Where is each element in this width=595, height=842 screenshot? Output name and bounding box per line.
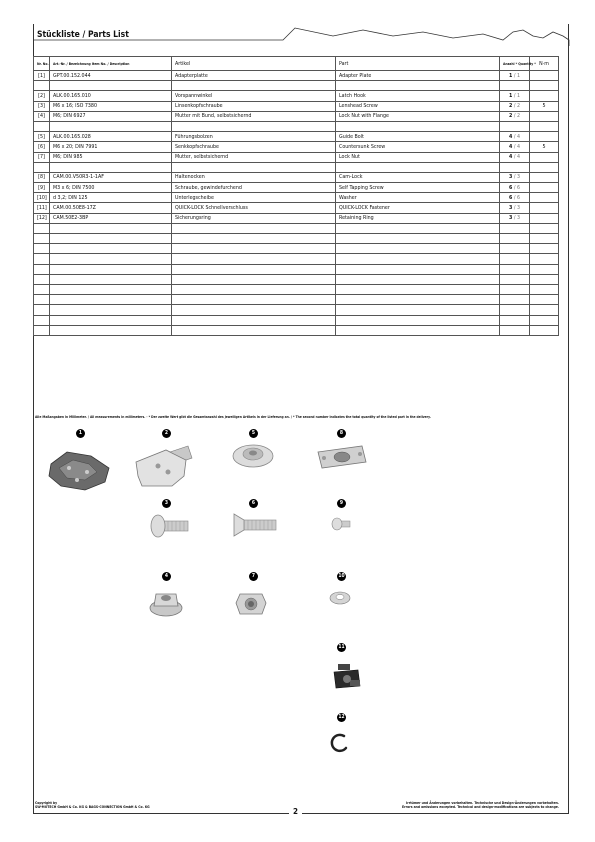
row-nr-cell xyxy=(34,264,50,274)
row-artikel-cell: Schraube, gewindefurchend xyxy=(172,183,336,193)
quick-lock-fastener-image xyxy=(330,662,364,698)
copyright-line-2: SW-MOTECH GmbH & Co. KG & BAGS-CONNECTION GmbH & Co. KG xyxy=(35,805,150,810)
table-row xyxy=(34,213,559,223)
row-nr-cell xyxy=(34,305,50,315)
row-quantity-cell xyxy=(500,325,530,335)
quantity-total: 3 xyxy=(516,205,520,212)
quantity-total: 3 xyxy=(516,215,520,222)
row-artikel-cell: Vorspannwinkel xyxy=(172,91,336,101)
part-number-badge: 9 xyxy=(337,499,346,508)
row-artikel-cell: Senkkopfschraube xyxy=(172,142,336,152)
lock-nut-image xyxy=(234,588,268,622)
row-torque-cell xyxy=(530,71,559,81)
row-part-cell: Washer xyxy=(336,193,500,203)
parts-table xyxy=(33,56,559,336)
row-part-cell xyxy=(336,244,500,254)
table-row xyxy=(34,152,559,162)
row-nr-cell xyxy=(34,162,50,172)
row-quantity-cell xyxy=(500,101,530,111)
row-part-cell: Lock Nut xyxy=(336,152,500,162)
row-nr-cell: [8] xyxy=(34,172,50,182)
row-quantity-cell xyxy=(500,132,530,142)
quantity-total: 2 xyxy=(516,113,520,120)
row-part-cell xyxy=(336,234,500,244)
row-torque-cell xyxy=(530,305,559,315)
row-part-cell: Self Tapping Screw xyxy=(336,183,500,193)
measurement-note: Alle Maßangaben in Millimeter. / All measurements in millimeters. · * Der zweite Wert gibt die Gesamtanzahl des jeweiligen Artikels in der Lieferung an. / * The second number indicates the total quantity of the listed part in the delivery. xyxy=(35,415,431,419)
page-number: 2 xyxy=(289,807,302,816)
quantity-value: 4 xyxy=(509,154,513,161)
row-nr-cell: [11] xyxy=(34,203,50,213)
row-torque-cell xyxy=(530,295,559,305)
row-nr-cell: [10] xyxy=(34,193,50,203)
row-art-nr-cell: M6 x 16; ISO 7380 xyxy=(50,101,172,111)
part-number-badge: 4 xyxy=(162,572,171,581)
quantity-value: 3 xyxy=(509,215,513,222)
table-row xyxy=(34,172,559,182)
row-quantity-cell xyxy=(500,142,530,152)
row-quantity-cell xyxy=(500,203,530,213)
quantity-total: 1 xyxy=(516,72,520,79)
row-quantity-cell xyxy=(500,193,530,203)
row-artikel-cell: Adapterplatte xyxy=(172,71,336,81)
row-quantity-cell xyxy=(500,234,530,244)
row-artikel-cell: Führungsbolzen xyxy=(172,132,336,142)
quantity-total: 6 xyxy=(516,194,520,201)
quantity-separator: / xyxy=(512,194,517,201)
row-part-cell: QUICK-LOCK Fastener xyxy=(336,203,500,213)
quantity-separator: / xyxy=(512,215,517,222)
row-nr-cell: [2] xyxy=(34,91,50,101)
row-torque-cell xyxy=(530,315,559,325)
row-art-nr-cell xyxy=(50,223,172,233)
row-artikel-cell xyxy=(172,274,336,284)
table-row xyxy=(34,101,559,111)
row-art-nr-cell xyxy=(50,162,172,172)
row-artikel-cell: Linsenkopfschraube xyxy=(172,101,336,111)
quantity-value: 1 xyxy=(509,72,513,79)
row-art-nr-cell xyxy=(50,295,172,305)
row-artikel-cell: Unterlegscheibe xyxy=(172,193,336,203)
quantity-separator: / xyxy=(512,103,517,110)
row-quantity-cell xyxy=(500,264,530,274)
quantity-total: 1 xyxy=(516,92,520,99)
table-row xyxy=(34,274,559,284)
row-quantity-cell xyxy=(500,152,530,162)
row-art-nr-cell xyxy=(50,264,172,274)
latch-hook-image xyxy=(132,442,196,496)
row-art-nr-cell: M6; DIN 6927 xyxy=(50,111,172,121)
row-quantity-cell xyxy=(500,244,530,254)
quantity-total: 2 xyxy=(516,103,520,110)
row-artikel-cell xyxy=(172,234,336,244)
table-row xyxy=(34,121,559,131)
row-quantity-cell xyxy=(500,295,530,305)
row-part-cell xyxy=(336,274,500,284)
row-part-cell: Adapter Plate xyxy=(336,71,500,81)
row-art-nr-cell: CAM.00.V50R3-1-1AF xyxy=(50,172,172,182)
row-torque-cell xyxy=(530,193,559,203)
row-artikel-cell xyxy=(172,315,336,325)
quantity-separator: / xyxy=(512,72,517,79)
row-art-nr-cell xyxy=(50,315,172,325)
row-torque-cell xyxy=(530,223,559,233)
guide-bolt-image xyxy=(230,440,276,474)
row-artikel-cell xyxy=(172,264,336,274)
table-row xyxy=(34,91,559,101)
row-quantity-cell xyxy=(500,254,530,264)
row-part-cell xyxy=(336,254,500,264)
adapter-plate-image xyxy=(45,446,115,498)
table-row xyxy=(34,71,559,81)
part-number-badge: 2 xyxy=(162,429,171,438)
row-part-cell xyxy=(336,121,500,131)
row-part-cell: Cam-Lock xyxy=(336,172,500,182)
quantity-total: 4 xyxy=(516,143,520,150)
part-number-badge: 1 xyxy=(76,429,85,438)
part-number-badge: 6 xyxy=(249,499,258,508)
row-part-cell: Lock Nut with Flange xyxy=(336,111,500,121)
row-quantity-cell xyxy=(500,121,530,131)
row-art-nr-cell: M6; DIN 985 xyxy=(50,152,172,162)
part-number-badge: 10 xyxy=(338,573,345,579)
row-art-nr-cell: ALK.00.165.028 xyxy=(50,132,172,142)
row-part-cell xyxy=(336,305,500,315)
quantity-value: 4 xyxy=(509,133,513,140)
row-quantity-cell xyxy=(500,223,530,233)
disclaimer-line-2: Errors and omissions excepted. Technical and design-modifications are subjects to change. xyxy=(402,805,559,810)
table-row xyxy=(34,203,559,213)
row-nr-cell: [12] xyxy=(34,213,50,223)
row-nr-cell xyxy=(34,223,50,233)
row-artikel-cell xyxy=(172,81,336,91)
header-artikel: Artikel xyxy=(172,57,336,71)
row-art-nr-cell xyxy=(50,254,172,264)
quantity-separator: / xyxy=(512,154,517,161)
part-number-badge: 11 xyxy=(338,644,345,650)
row-artikel-cell xyxy=(172,305,336,315)
part-number-badge: 8 xyxy=(337,429,346,438)
row-quantity-cell xyxy=(500,162,530,172)
row-nr-cell: [6] xyxy=(34,142,50,152)
quantity-separator: / xyxy=(512,184,517,191)
row-nr-cell xyxy=(34,254,50,264)
table-row xyxy=(34,254,559,264)
header-quantity: Anzahl * Quantity * xyxy=(500,57,530,71)
quantity-separator: / xyxy=(512,133,517,140)
part-number-badge: 7 xyxy=(249,572,258,581)
table-row xyxy=(34,284,559,294)
row-art-nr-cell xyxy=(50,325,172,335)
row-torque-cell xyxy=(530,132,559,142)
row-nr-cell xyxy=(34,315,50,325)
table-row xyxy=(34,244,559,254)
part-number-badge: 12 xyxy=(338,714,345,720)
flange-lock-nut-image xyxy=(148,586,184,622)
table-row xyxy=(34,264,559,274)
table-row xyxy=(34,81,559,91)
row-art-nr-cell: M3 x 6; DIN 7500 xyxy=(50,183,172,193)
quantity-total: 4 xyxy=(516,154,520,161)
table-row xyxy=(34,295,559,305)
row-nr-cell xyxy=(34,81,50,91)
row-torque-cell xyxy=(530,121,559,131)
quantity-value: 1 xyxy=(509,92,513,99)
row-torque-cell xyxy=(530,213,559,223)
row-part-cell: Retaining Ring xyxy=(336,213,500,223)
row-art-nr-cell xyxy=(50,305,172,315)
row-nr-cell xyxy=(34,295,50,305)
row-torque-cell xyxy=(530,183,559,193)
table-row xyxy=(34,223,559,233)
row-nr-cell: [5] xyxy=(34,132,50,142)
washer-image xyxy=(328,590,352,610)
row-artikel-cell: QUICK-LOCK Schnellverschluss xyxy=(172,203,336,213)
quantity-value: 6 xyxy=(509,184,513,191)
row-artikel-cell xyxy=(172,223,336,233)
row-artikel-cell: Sicherungsring xyxy=(172,213,336,223)
countersunk-screw-image xyxy=(230,510,280,544)
quantity-separator: / xyxy=(512,92,517,99)
row-torque-cell xyxy=(530,172,559,182)
quantity-value: 6 xyxy=(509,194,513,201)
row-part-cell xyxy=(336,264,500,274)
self-tapping-screw-image xyxy=(330,516,352,536)
row-part-cell: Countersunk Screw xyxy=(336,142,500,152)
row-torque-cell: 5 xyxy=(530,101,559,111)
quantity-value: 2 xyxy=(509,103,513,110)
row-torque-cell xyxy=(530,91,559,101)
table-row xyxy=(34,234,559,244)
row-artikel-cell xyxy=(172,295,336,305)
table-row xyxy=(34,162,559,172)
quantity-value: 3 xyxy=(509,174,513,181)
quantity-separator: / xyxy=(512,143,517,150)
row-art-nr-cell xyxy=(50,81,172,91)
table-row xyxy=(34,325,559,335)
row-artikel-cell xyxy=(172,121,336,131)
row-part-cell xyxy=(336,223,500,233)
row-nr-cell: [7] xyxy=(34,152,50,162)
row-art-nr-cell xyxy=(50,244,172,254)
row-part-cell xyxy=(336,325,500,335)
row-torque-cell xyxy=(530,264,559,274)
row-part-cell xyxy=(336,81,500,91)
row-art-nr-cell xyxy=(50,274,172,284)
parts-table-body xyxy=(34,71,559,336)
disclaimer-line-1: Irrtümer und Änderungen vorbehalten. Technische und Design-Änderungen vorbehalten. xyxy=(406,801,559,805)
row-nr-cell: [4] xyxy=(34,111,50,121)
row-art-nr-cell: ALK.00.165.010 xyxy=(50,91,172,101)
part-number-badge: 5 xyxy=(249,429,258,438)
row-nr-cell xyxy=(34,244,50,254)
copyright xyxy=(35,801,150,809)
cam-lock-image xyxy=(314,440,370,478)
row-quantity-cell xyxy=(500,71,530,81)
quantity-value: 4 xyxy=(509,143,513,150)
quantity-total: 6 xyxy=(516,184,520,191)
row-torque-cell xyxy=(530,284,559,294)
table-row xyxy=(34,132,559,142)
row-part-cell xyxy=(336,315,500,325)
quantity-separator: / xyxy=(512,205,517,212)
header-nm: N·m xyxy=(530,57,559,71)
row-artikel-cell xyxy=(172,162,336,172)
row-part-cell: Lenshead Screw xyxy=(336,101,500,111)
row-art-nr-cell: d 3,2; DIN 125 xyxy=(50,193,172,203)
table-row xyxy=(34,305,559,315)
row-torque-cell: 5 xyxy=(530,142,559,152)
row-nr-cell xyxy=(34,274,50,284)
lenshead-screw-image xyxy=(146,511,192,545)
row-art-nr-cell: GPT.00.152.044 xyxy=(50,71,172,81)
table-row xyxy=(34,193,559,203)
row-nr-cell: [3] xyxy=(34,101,50,111)
row-nr-cell: [9] xyxy=(34,183,50,193)
row-torque-cell xyxy=(530,254,559,264)
disclaimer xyxy=(402,801,559,809)
row-artikel-cell xyxy=(172,254,336,264)
row-nr-cell xyxy=(34,284,50,294)
row-quantity-cell xyxy=(500,91,530,101)
row-torque-cell xyxy=(530,274,559,284)
quantity-value: 3 xyxy=(509,205,513,212)
table-row xyxy=(34,315,559,325)
row-torque-cell xyxy=(530,203,559,213)
row-torque-cell xyxy=(530,244,559,254)
row-art-nr-cell xyxy=(50,234,172,244)
row-quantity-cell xyxy=(500,305,530,315)
row-artikel-cell: Mutter, selbstsichernd xyxy=(172,152,336,162)
row-artikel-cell xyxy=(172,284,336,294)
row-artikel-cell xyxy=(172,325,336,335)
page-title: Stückliste / Parts List xyxy=(37,30,129,40)
table-row xyxy=(34,111,559,121)
row-part-cell xyxy=(336,284,500,294)
row-quantity-cell xyxy=(500,315,530,325)
row-part-cell xyxy=(336,162,500,172)
row-nr-cell: [1] xyxy=(34,71,50,81)
table-header-row xyxy=(34,57,559,71)
row-quantity-cell xyxy=(500,274,530,284)
row-torque-cell xyxy=(530,162,559,172)
table-row xyxy=(34,183,559,193)
row-torque-cell xyxy=(530,111,559,121)
row-torque-cell xyxy=(530,325,559,335)
quantity-total: 3 xyxy=(516,174,520,181)
row-quantity-cell xyxy=(500,183,530,193)
row-quantity-cell xyxy=(500,81,530,91)
copyright-line-1: Copyright by xyxy=(35,801,58,805)
row-torque-cell xyxy=(530,152,559,162)
part-number-badge: 3 xyxy=(162,499,171,508)
quantity-separator: / xyxy=(512,174,517,181)
header-part: Part xyxy=(336,57,500,71)
row-artikel-cell: Mutter mit Bund, selbstsichernd xyxy=(172,111,336,121)
table-row xyxy=(34,142,559,152)
row-quantity-cell xyxy=(500,284,530,294)
row-quantity-cell xyxy=(500,172,530,182)
row-art-nr-cell: M6 x 20; DIN 7991 xyxy=(50,142,172,152)
quantity-separator: / xyxy=(512,113,517,120)
row-artikel-cell xyxy=(172,244,336,254)
quantity-value: 2 xyxy=(509,113,513,120)
row-part-cell xyxy=(336,295,500,305)
row-nr-cell xyxy=(34,325,50,335)
row-nr-cell xyxy=(34,234,50,244)
retaining-ring-image xyxy=(326,731,352,759)
header-nr: Nr. No. xyxy=(34,57,50,71)
quantity-total: 4 xyxy=(516,133,520,140)
row-art-nr-cell xyxy=(50,121,172,131)
row-art-nr-cell: CAM.50E2-3BP xyxy=(50,213,172,223)
row-art-nr-cell xyxy=(50,284,172,294)
row-quantity-cell xyxy=(500,213,530,223)
row-torque-cell xyxy=(530,81,559,91)
row-torque-cell xyxy=(530,234,559,244)
row-artikel-cell: Haltenocken xyxy=(172,172,336,182)
row-nr-cell xyxy=(34,121,50,131)
row-quantity-cell xyxy=(500,111,530,121)
row-art-nr-cell: CAM.00.50E8-17Z xyxy=(50,203,172,213)
row-part-cell: Guide Bolt xyxy=(336,132,500,142)
row-part-cell: Latch Hook xyxy=(336,91,500,101)
header-art-nr: Art.-Nr. / Bezeichnung Item No. / Description xyxy=(50,57,172,71)
